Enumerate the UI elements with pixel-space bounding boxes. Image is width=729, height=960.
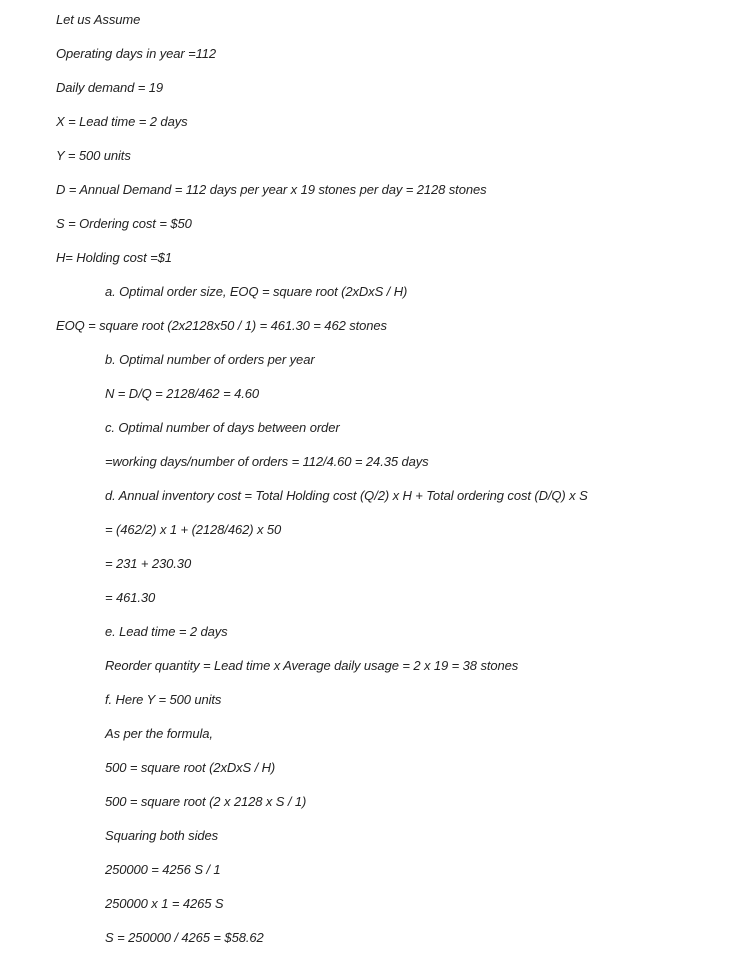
- eoq-calculation: EOQ = square root (2x2128x50 / 1) = 461.30 = 462 stones: [56, 318, 387, 333]
- intro-line: Let us Assume: [56, 12, 141, 27]
- days-between-calculation: =working days/number of orders = 112/4.60 = 24.35 days: [105, 454, 429, 469]
- part-c-heading: c. Optimal number of days between order: [105, 420, 340, 435]
- part-a-heading: a. Optimal order size, EOQ = square root (2xDxS / H): [105, 284, 408, 299]
- part-d-heading: d. Annual inventory cost = Total Holding cost (Q/2) x H + Total ordering cost (D/Q) x S: [105, 488, 588, 503]
- cost-step-1: = (462/2) x 1 + (2128/462) x 50: [105, 522, 282, 537]
- y-units-line: Y = 500 units: [56, 148, 131, 163]
- final-result: S = 250000 / 4265 = $58.62: [105, 930, 264, 945]
- cost-result: = 461.30: [105, 590, 156, 605]
- operating-days-line: Operating days in year =112: [56, 46, 217, 61]
- part-b-heading: b. Optimal number of orders per year: [105, 352, 315, 367]
- formula-step-2: 500 = square root (2 x 2128 x S / 1): [105, 794, 307, 809]
- part-e-heading: e. Lead time = 2 days: [105, 624, 228, 639]
- annual-demand-line: D = Annual Demand = 112 days per year x 19 stones per day = 2128 stones: [56, 182, 487, 197]
- reorder-quantity-line: Reorder quantity = Lead time x Average daily usage = 2 x 19 = 38 stones: [105, 658, 519, 673]
- daily-demand-line: Daily demand = 19: [56, 80, 164, 95]
- holding-cost-line: H= Holding cost =$1: [56, 250, 172, 265]
- lead-time-line: X = Lead time = 2 days: [56, 114, 188, 129]
- part-f-heading: f. Here Y = 500 units: [105, 692, 222, 707]
- formula-intro: As per the formula,: [105, 726, 213, 741]
- formula-step-3: 250000 = 4256 S / 1: [105, 862, 221, 877]
- squaring-note: Squaring both sides: [105, 828, 219, 843]
- orders-calculation: N = D/Q = 2128/462 = 4.60: [105, 386, 259, 401]
- ordering-cost-line: S = Ordering cost = $50: [56, 216, 192, 231]
- formula-step-4: 250000 x 1 = 4265 S: [105, 896, 224, 911]
- formula-step-1: 500 = square root (2xDxS / H): [105, 760, 276, 775]
- cost-step-2: = 231 + 230.30: [105, 556, 192, 571]
